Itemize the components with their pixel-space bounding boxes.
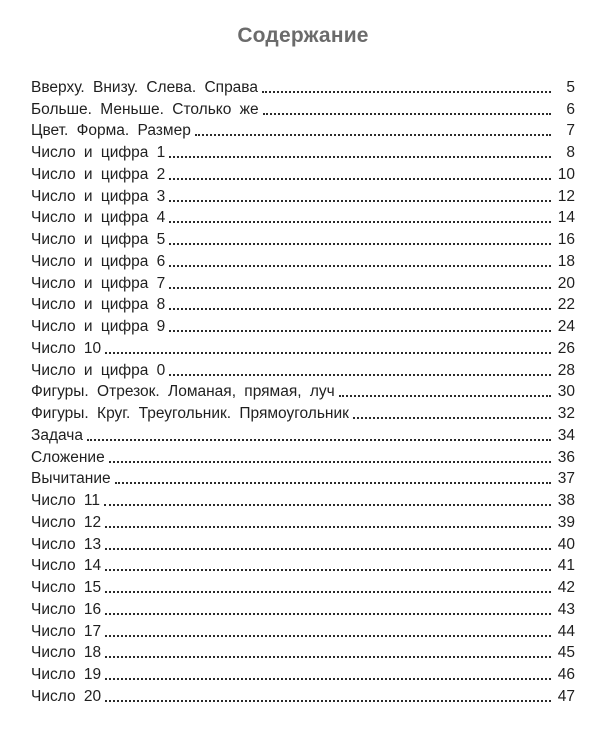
- toc-entry[interactable]: [31, 358, 575, 380]
- toc-entry[interactable]: [31, 140, 575, 162]
- dot-leader: [105, 352, 551, 354]
- toc-entry-page: 45: [557, 644, 575, 662]
- toc-entry-page: 30: [557, 383, 575, 401]
- toc-entry-title: Число и цифра 8: [31, 296, 166, 314]
- toc-entry-page: 43: [557, 600, 575, 618]
- dot-leader: [353, 417, 551, 419]
- dot-leader: [169, 265, 551, 267]
- dot-leader: [115, 482, 551, 484]
- toc-entry[interactable]: [31, 467, 575, 489]
- toc-entry-page: 36: [557, 448, 575, 466]
- toc-entry[interactable]: [31, 662, 575, 684]
- toc-entry[interactable]: [31, 641, 575, 663]
- toc-entry[interactable]: [31, 184, 575, 206]
- toc-entry-page: 41: [557, 557, 575, 575]
- toc-entry-page: 6: [566, 100, 575, 118]
- toc-entry-page: 28: [557, 361, 575, 379]
- toc-entry-title: Цвет. Форма. Размер: [31, 122, 191, 140]
- toc-entry[interactable]: [31, 488, 575, 510]
- toc-entry-title: Число 13: [31, 535, 102, 553]
- toc-entry-page: 39: [557, 513, 575, 531]
- toc-entry-page: 44: [557, 622, 575, 640]
- toc-entry-page: 40: [557, 535, 575, 553]
- toc-entry-title: Число 11: [31, 492, 100, 509]
- dot-leader: [169, 287, 551, 289]
- dot-leader: [104, 504, 551, 506]
- toc-entry-title: Число 15: [31, 579, 102, 596]
- dot-leader: [169, 308, 551, 310]
- toc-entry-title: Число и цифра 5: [31, 231, 166, 248]
- table-of-contents: [31, 75, 575, 706]
- toc-entry-page: 10: [557, 165, 575, 183]
- toc-entry-title: Число 16: [31, 600, 102, 618]
- toc-entry-title: Вверху. Внизу. Слева. Справа: [31, 78, 258, 96]
- dot-leader: [105, 700, 551, 702]
- dot-leader: [195, 134, 551, 136]
- toc-entry-page: 34: [557, 426, 575, 444]
- toc-entry-page: 37: [557, 470, 575, 488]
- toc-entry-title: Число 18: [31, 644, 102, 662]
- toc-entry[interactable]: [31, 510, 575, 532]
- toc-entry[interactable]: [31, 162, 575, 184]
- toc-entry-title: Число 14: [31, 557, 102, 575]
- toc-entry[interactable]: [31, 119, 575, 141]
- dot-leader: [105, 678, 551, 680]
- toc-entry-title: Число и цифра 3: [31, 187, 166, 205]
- dot-leader: [169, 221, 551, 223]
- dot-leader: [169, 243, 551, 245]
- toc-entry-title: Число 20: [31, 687, 102, 705]
- toc-entry-title: Число 19: [31, 666, 102, 683]
- dot-leader: [169, 330, 551, 332]
- toc-entry[interactable]: [31, 575, 575, 597]
- toc-entry-page: 20: [557, 274, 575, 292]
- toc-entry-title: Число 10: [31, 339, 102, 357]
- dot-leader: [169, 374, 551, 376]
- toc-entry-title: Сложение: [31, 448, 105, 466]
- toc-entry[interactable]: [31, 445, 575, 467]
- toc-entry-title: Число и цифра 7: [31, 274, 166, 292]
- dot-leader: [105, 526, 551, 528]
- toc-entry[interactable]: [31, 97, 575, 119]
- dot-leader: [262, 91, 551, 93]
- toc-entry[interactable]: [31, 401, 575, 423]
- toc-entry-title: Фигуры. Отрезок. Ломаная, прямая, луч: [31, 383, 335, 401]
- toc-entry-title: Число и цифра 1: [31, 144, 166, 161]
- toc-entry[interactable]: [31, 206, 575, 228]
- toc-entry[interactable]: [31, 684, 575, 706]
- dot-leader: [263, 113, 551, 115]
- toc-entry-title: Число и цифра 9: [31, 318, 166, 335]
- toc-entry-page: 26: [557, 339, 575, 357]
- toc-entry[interactable]: [31, 293, 575, 315]
- toc-entry-page: 5: [566, 78, 575, 96]
- dot-leader: [105, 591, 551, 593]
- dot-leader: [169, 178, 551, 180]
- toc-entry[interactable]: [31, 314, 575, 336]
- dot-leader: [339, 395, 551, 397]
- toc-entry[interactable]: [31, 532, 575, 554]
- toc-entry[interactable]: [31, 554, 575, 576]
- toc-entry-page: 12: [557, 187, 575, 205]
- toc-entry-page: 47: [557, 687, 575, 705]
- page-title: Содержание: [237, 24, 369, 48]
- toc-entry[interactable]: [31, 380, 575, 402]
- toc-entry[interactable]: [31, 336, 575, 358]
- toc-entry[interactable]: [31, 597, 575, 619]
- toc-entry[interactable]: [31, 227, 575, 249]
- toc-entry-title: Задача: [31, 426, 84, 444]
- toc-entry-page: 24: [557, 318, 575, 335]
- toc-entry[interactable]: [31, 423, 575, 445]
- dot-leader: [169, 156, 551, 158]
- toc-entry-page: 46: [557, 666, 575, 683]
- toc-entry-title: Число 17: [31, 622, 102, 640]
- dot-leader: [105, 656, 551, 658]
- toc-entry-title: Число и цифра 0: [31, 361, 166, 379]
- toc-entry[interactable]: [31, 271, 575, 293]
- toc-entry-title: Число и цифра 4: [31, 209, 166, 227]
- toc-entry-title: Число 12: [31, 513, 102, 531]
- dot-leader: [105, 635, 551, 637]
- toc-entry-page: 16: [557, 231, 575, 248]
- toc-entry-page: 18: [557, 252, 575, 270]
- toc-entry-page: 22: [557, 296, 575, 314]
- dot-leader: [105, 548, 551, 550]
- toc-entry-page: 7: [566, 122, 575, 140]
- toc-entry-page: 8: [566, 144, 575, 161]
- toc-entry-page: 14: [557, 209, 575, 227]
- dot-leader: [109, 461, 551, 463]
- dot-leader: [105, 613, 551, 615]
- toc-entry-page: 42: [557, 579, 575, 596]
- toc-entry-title: Фигуры. Круг. Треугольник. Прямоугольник: [31, 405, 349, 422]
- dot-leader: [169, 200, 551, 202]
- toc-entry-title: Число и цифра 6: [31, 252, 166, 270]
- toc-entry[interactable]: [31, 249, 575, 271]
- toc-entry-title: Число и цифра 2: [31, 165, 166, 183]
- toc-entry-title: Больше. Меньше. Столько же: [31, 100, 259, 118]
- dot-leader: [87, 439, 551, 441]
- toc-entry[interactable]: [31, 75, 575, 97]
- toc-entry-page: 38: [557, 492, 575, 509]
- toc-entry-page: 32: [557, 405, 575, 422]
- toc-entry-title: Вычитание: [31, 470, 111, 488]
- dot-leader: [105, 569, 551, 571]
- toc-entry[interactable]: [31, 619, 575, 641]
